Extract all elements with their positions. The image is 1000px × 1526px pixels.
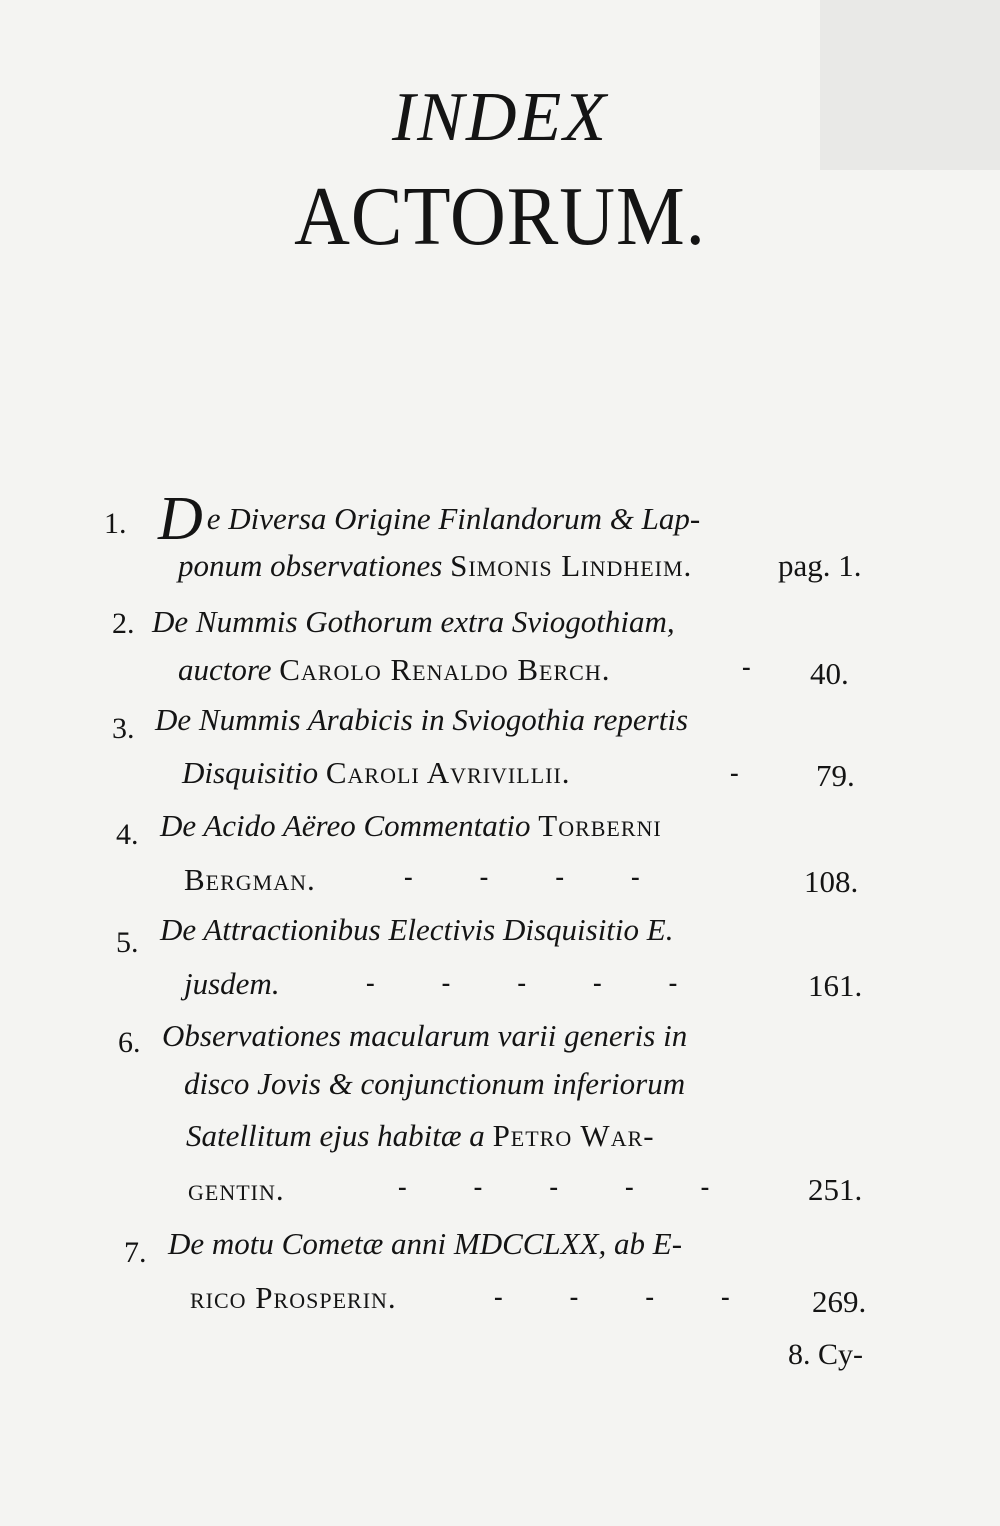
entry-6-line-3: [186, 1118, 655, 1154]
entry-1-text: e Diversa Origine Finlandorum & Lap-: [206, 501, 701, 536]
entry-number: 3.: [112, 712, 135, 745]
entry-7-author: rico Prosperin.: [190, 1280, 397, 1315]
entry-5-line-1: De Attractionibus Electivis Disquisitio E.: [160, 912, 674, 947]
entry-1-line-1: [158, 485, 701, 553]
entry-4-line-2: [184, 862, 316, 898]
entry-2-author: Carolo Renaldo Berch.: [279, 652, 611, 687]
entry-number: 4.: [116, 818, 139, 851]
entry-7-line-1: De motu Cometæ anni MDCCLXX, ab E-: [168, 1226, 683, 1261]
leader-dashes: - - - -: [494, 1282, 734, 1311]
entry-2-line-1: De Nummis Gothorum extra Sviogothiam,: [152, 604, 675, 639]
entry-3-text: Disquisitio: [182, 755, 319, 790]
entry-6-author: gentin.: [188, 1172, 285, 1207]
entry-number: 1.: [104, 507, 127, 540]
entry-6-line-1: Observationes macularum varii generis in: [162, 1018, 688, 1053]
entry-1-line-2: [178, 548, 692, 584]
leader-dashes: - - - -: [404, 862, 644, 891]
entry-3-line-2: [182, 755, 571, 791]
entry-3-author: Caroli Avrivillii.: [325, 755, 571, 790]
entry-2-line-2: [178, 652, 610, 688]
leader-dash: -: [730, 758, 739, 787]
leader-dashes: - - - - -: [398, 1172, 714, 1201]
entry-4-line-1: [160, 808, 662, 844]
entry-2-text: auctore: [178, 652, 272, 687]
entry-number: 7.: [124, 1236, 147, 1269]
title-actorum: ACTORUM.: [294, 170, 706, 263]
entry-5-line-2: jusdem.: [184, 966, 280, 1001]
leader-dash: -: [742, 652, 751, 681]
entry-6-line-4: [188, 1172, 285, 1208]
entry-1-text: ponum observationes: [178, 548, 443, 583]
leader-dashes: - - - - -: [366, 968, 682, 997]
title-index: INDEX: [391, 79, 609, 156]
entry-4-page: 108.: [804, 864, 859, 899]
entry-number: 2.: [112, 607, 135, 640]
entry-6-text: Satellitum ejus habitæ a: [186, 1118, 485, 1153]
entry-3-page: 79.: [816, 758, 855, 793]
entry-1-author: Simonis Lindheim.: [450, 548, 693, 583]
entry-1-page: pag. 1.: [778, 548, 862, 583]
entry-7-line-2: [190, 1280, 397, 1316]
entry-number: 5.: [116, 926, 139, 959]
catchword: 8. Cy-: [788, 1338, 863, 1371]
entry-4-author: Torberni: [538, 808, 662, 843]
entry-number: 6.: [118, 1026, 141, 1059]
entry-4-text: De Acido Aëreo Commentatio: [160, 808, 531, 843]
entry-4-author: Bergman.: [184, 862, 316, 897]
drop-cap: D: [158, 485, 203, 553]
entry-2-page: 40.: [810, 656, 849, 691]
entry-7-page: 269.: [812, 1284, 867, 1319]
entry-5-page: 161.: [808, 968, 863, 1003]
entry-6-page: 251.: [808, 1172, 863, 1207]
entry-6-line-2: disco Jovis & conjunctionum inferiorum: [184, 1066, 686, 1101]
entry-6-author: Petro War-: [492, 1118, 655, 1153]
entry-3-line-1: De Nummis Arabicis in Sviogothia repertis: [155, 702, 689, 737]
